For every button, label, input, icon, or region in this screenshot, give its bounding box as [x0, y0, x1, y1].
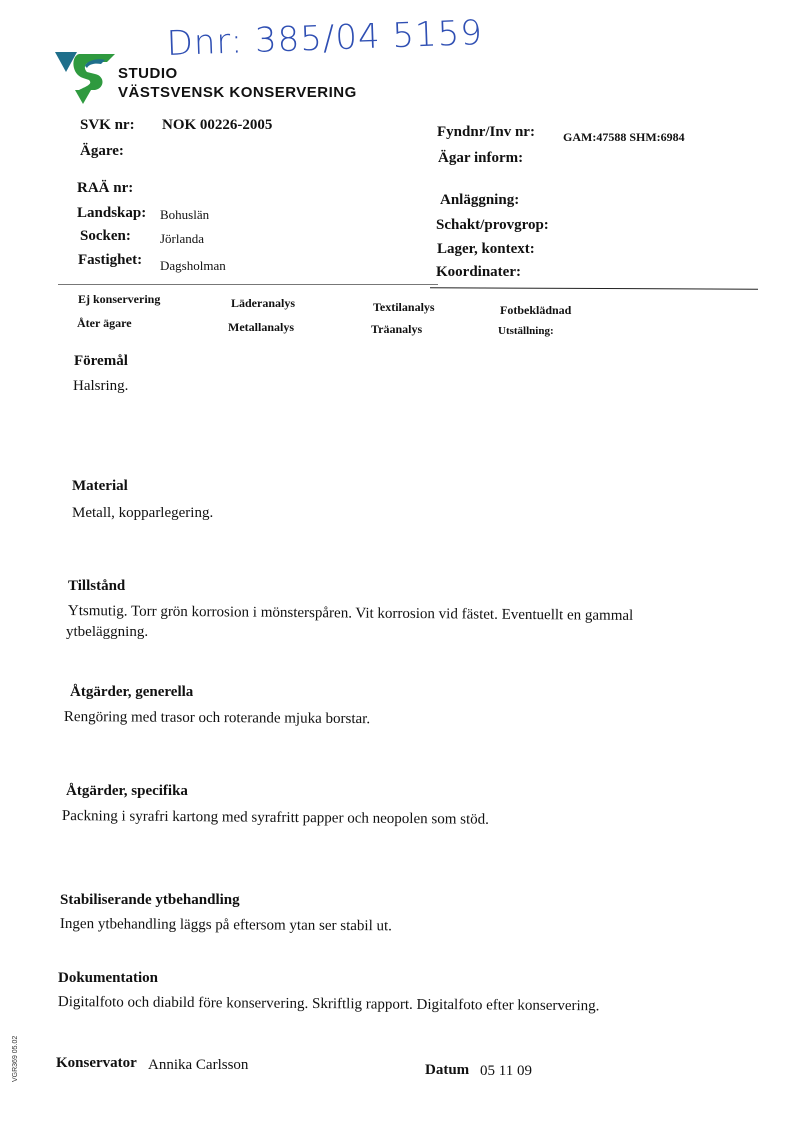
svk-label: SVK nr:	[80, 117, 135, 133]
atgarder-specifika-text: Packning i syrafri kartong med syrafritt papper och neopolen som stöd.	[61, 808, 489, 828]
foremal-heading: Föremål	[74, 353, 128, 369]
anlaggning-label: Anläggning:	[440, 192, 520, 208]
fyndnr-label: Fyndnr/Inv nr:	[437, 124, 535, 140]
lager-label: Lager, kontext:	[437, 241, 535, 257]
datum-label: Datum	[425, 1062, 470, 1078]
logo-line1: STUDIO	[118, 65, 178, 82]
studio-logo-icon	[55, 50, 119, 106]
koordinater-label: Koordinater:	[436, 264, 521, 280]
atgarder-generella-heading: Åtgärder, generella	[70, 684, 194, 700]
tillstand-heading: Tillstånd	[68, 578, 126, 594]
landskap-value: Bohuslän	[160, 207, 210, 222]
check-traanalys: Träanalys	[371, 322, 423, 336]
fyndnr-value: GAM:47588 SHM:6984	[563, 130, 685, 144]
dokumentation-text: Digitalfoto och diabild före konservering. Skriftlig rapport. Digitalfoto efter konservering.	[57, 994, 600, 1015]
handwritten-reference: Dnr: 385/04 5159	[166, 12, 484, 64]
raa-label: RAÄ nr:	[77, 180, 134, 196]
agare-label: Ägare:	[80, 143, 124, 159]
check-metallanalys: Metallanalys	[228, 320, 294, 334]
socken-value: Jörlanda	[160, 231, 205, 246]
fastighet-value: Dagsholman	[160, 258, 226, 273]
header-divider-left	[58, 284, 438, 285]
fastighet-label: Fastighet:	[78, 252, 143, 268]
tillstand-text-line2: ytbeläggning.	[66, 624, 149, 640]
datum-value: 05 11 09	[480, 1063, 532, 1079]
konservator-value: Annika Carlsson	[148, 1057, 249, 1073]
atgarder-generella-text: Rengöring med trasor och roterande mjuka borstar.	[63, 709, 371, 728]
form-code: VGR369 05.02	[12, 1035, 19, 1082]
tillstand-text-line1: Ytsmutig. Torr grön korrosion i mönsterspåren. Vit korrosion vid fästet. Eventuellt en gammal	[67, 603, 634, 624]
check-utstallning: Utställning:	[498, 325, 554, 337]
check-ej-konservering: Ej konservering	[78, 292, 161, 306]
check-textilanalys: Textilanalys	[373, 300, 435, 314]
check-fotbekladnad: Fotbeklädnad	[500, 303, 572, 317]
header-divider	[430, 287, 758, 289]
konservator-label: Konservator	[56, 1055, 137, 1071]
stabiliserande-text: Ingen ytbehandling läggs på eftersom ytan ser stabil ut.	[59, 916, 392, 935]
logo-line2: VÄSTSVENSK KONSERVERING	[118, 84, 357, 101]
check-ater-agare: Åter ägare	[77, 316, 132, 330]
stabiliserande-heading: Stabiliserande ytbehandling	[60, 892, 240, 908]
check-laderanalys: Läderanalys	[231, 296, 296, 310]
svk-value: NOK 00226-2005	[162, 117, 273, 133]
schakt-label: Schakt/provgrop:	[436, 217, 549, 233]
material-heading: Material	[72, 478, 128, 494]
landskap-label: Landskap:	[77, 205, 147, 221]
foremal-text: Halsring.	[73, 378, 129, 394]
dokumentation-heading: Dokumentation	[58, 970, 159, 986]
atgarder-specifika-heading: Åtgärder, specifika	[66, 783, 188, 799]
agar-inform-label: Ägar inform:	[438, 150, 524, 166]
material-text: Metall, kopparlegering.	[72, 505, 214, 521]
socken-label: Socken:	[80, 228, 131, 244]
